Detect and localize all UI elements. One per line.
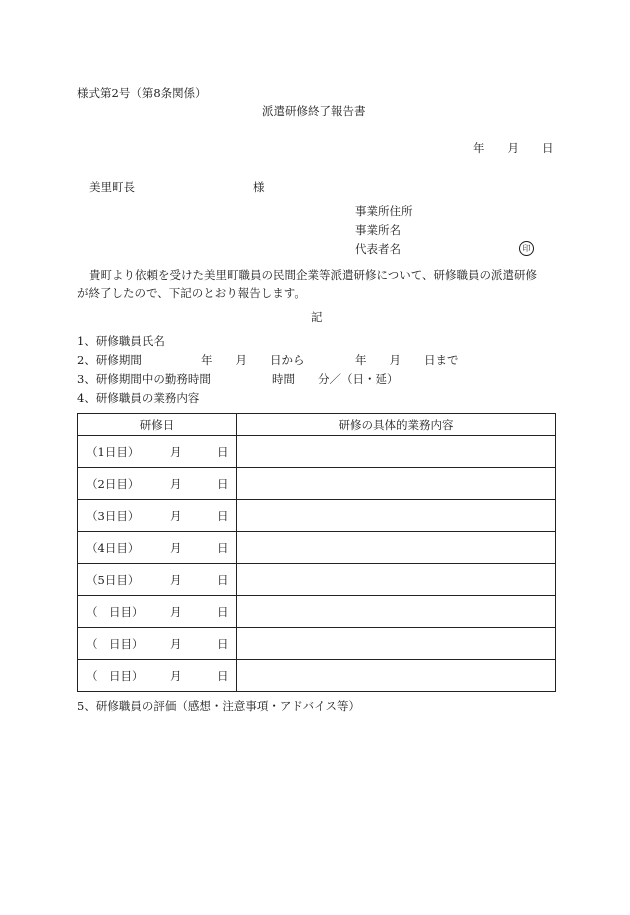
item-trainee-name: 1、研修職員氏名 <box>77 334 165 348</box>
header-duty-details: 研修の具体的業務内容 <box>237 414 556 436</box>
day-number-label: （5日目） <box>86 573 140 587</box>
training-day-cell <box>78 628 237 660</box>
item-evaluation-label: 5、研修職員の評価（感想・注意事項・アドバイス等） <box>77 699 360 713</box>
day-number-label: （ 日目） <box>86 605 144 619</box>
duty-details-cell <box>237 468 556 500</box>
addressee-name: 美里町長 <box>89 180 135 194</box>
duty-details-cell <box>237 564 556 596</box>
duty-details-cell <box>237 436 556 468</box>
body-line-1: 貴町より依頼を受けた美里町職員の民間企業等派遣研修について、研修職員の派遣研修 <box>89 268 538 282</box>
day-number-label: （4日目） <box>86 541 140 555</box>
company-name-label: 事業所名 <box>355 223 401 237</box>
item-duties-label: 4、研修職員の業務内容 <box>77 391 200 405</box>
form-number: 様式第2号（第8条関係） <box>77 86 207 100</box>
month-label: 月 <box>170 541 182 555</box>
day-number-label: （1日目） <box>86 445 140 459</box>
duty-details-cell <box>237 596 556 628</box>
table-row <box>78 468 556 500</box>
working-hours-value: 時間 分／（日・延） <box>272 372 399 386</box>
training-day-cell <box>78 660 237 692</box>
day-number-label: （2日目） <box>86 477 140 491</box>
table-row <box>78 436 556 468</box>
ki-heading: 記 <box>311 310 323 324</box>
day-label: 日 <box>217 541 229 555</box>
table-row <box>78 596 556 628</box>
day-label: 日 <box>217 477 229 491</box>
month-label: 月 <box>170 509 182 523</box>
training-day-cell <box>78 596 237 628</box>
seal-mark: 印 <box>519 241 534 256</box>
page-title: 派遣研修終了報告書 <box>262 104 366 118</box>
month-label: 月 <box>170 605 182 619</box>
item-training-period-label: 2、研修期間 <box>77 353 142 367</box>
day-number-label: （ 日目） <box>86 637 144 651</box>
day-number-label: （ 日目） <box>86 669 144 683</box>
duty-details-cell <box>237 532 556 564</box>
table-row <box>78 500 556 532</box>
duties-table <box>77 413 556 692</box>
day-label: 日 <box>217 509 229 523</box>
training-period-start: 年 月 日から <box>201 353 305 367</box>
table-row <box>78 628 556 660</box>
table-row <box>78 564 556 596</box>
duty-details-cell <box>237 660 556 692</box>
day-label: 日 <box>217 445 229 459</box>
day-number-label: （3日目） <box>86 509 140 523</box>
company-address-label: 事業所住所 <box>355 204 413 218</box>
month-label: 月 <box>170 573 182 587</box>
training-period-end: 年 月 日まで <box>355 353 459 367</box>
item-working-hours-label: 3、研修期間中の勤務時間 <box>77 372 211 386</box>
training-day-cell <box>78 436 237 468</box>
training-day-cell <box>78 468 237 500</box>
month-label: 月 <box>170 445 182 459</box>
addressee-honorific: 様 <box>253 180 265 194</box>
month-label: 月 <box>170 669 182 683</box>
training-day-cell <box>78 500 237 532</box>
month-label: 月 <box>170 637 182 651</box>
day-label: 日 <box>217 637 229 651</box>
month-label: 月 <box>170 477 182 491</box>
table-header-row <box>78 414 556 436</box>
training-day-cell <box>78 564 237 596</box>
training-day-cell <box>78 532 237 564</box>
header-training-day: 研修日 <box>78 414 237 436</box>
body-line-2: が終了したので、下記のとおり報告します。 <box>77 286 306 300</box>
duty-details-cell <box>237 500 556 532</box>
day-label: 日 <box>217 573 229 587</box>
day-label: 日 <box>217 605 229 619</box>
representative-label: 代表者名 <box>355 242 401 256</box>
table-row <box>78 660 556 692</box>
table-row <box>78 532 556 564</box>
date-line: 年 月 日 <box>473 141 554 155</box>
day-label: 日 <box>217 669 229 683</box>
duty-details-cell <box>237 628 556 660</box>
